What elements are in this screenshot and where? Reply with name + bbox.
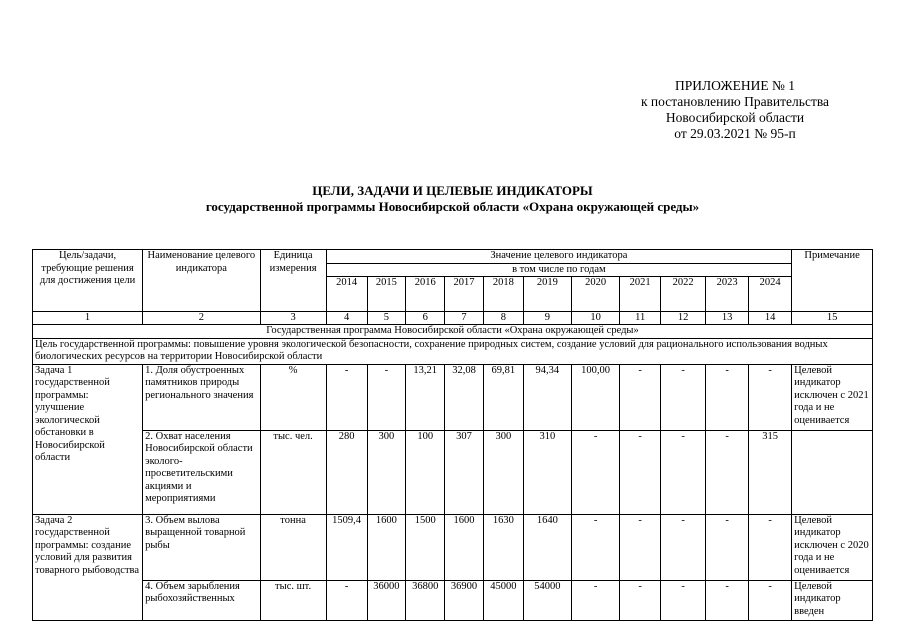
task-2: Задача 2 государственной программы: создание условий для развития товарного рыбоводства xyxy=(33,514,143,620)
indicator-value: - xyxy=(620,430,661,514)
column-number: 7 xyxy=(445,312,484,325)
indicator-value: - xyxy=(661,514,706,580)
indicator-value: 36900 xyxy=(445,580,484,620)
header-year: 2016 xyxy=(406,277,445,312)
indicator-unit: тыс. чел. xyxy=(260,430,326,514)
column-number: 10 xyxy=(571,312,619,325)
column-number: 12 xyxy=(661,312,706,325)
indicator-unit: тонна xyxy=(260,514,326,580)
indicator-value: 1600 xyxy=(367,514,406,580)
column-number: 15 xyxy=(792,312,873,325)
indicator-value: 36800 xyxy=(406,580,445,620)
column-number: 8 xyxy=(483,312,523,325)
indicator-value: 13,21 xyxy=(406,364,445,430)
indicator-value: - xyxy=(661,430,706,514)
indicator-name: 1. Доля обустроенных памятников природы регионального значения xyxy=(143,364,260,430)
indicator-value: 94,34 xyxy=(523,364,571,430)
indicator-name: 2. Охват населения Новосибирской области эколого-просветительскими акциями и мероприятиями xyxy=(143,430,260,514)
indicator-value: - xyxy=(326,364,367,430)
indicator-value: 280 xyxy=(326,430,367,514)
column-number: 6 xyxy=(406,312,445,325)
indicator-value: - xyxy=(661,580,706,620)
indicator-value: 100 xyxy=(406,430,445,514)
indicator-value: - xyxy=(661,364,706,430)
indicator-value: - xyxy=(706,514,749,580)
indicator-value: 54000 xyxy=(523,580,571,620)
header-year: 2024 xyxy=(749,277,792,312)
header-unit: Единица измерения xyxy=(260,250,326,312)
header-note: Примечание xyxy=(792,250,873,312)
title-line-1: ЦЕЛИ, ЗАДАЧИ И ЦЕЛЕВЫЕ ИНДИКАТОРЫ xyxy=(312,183,593,198)
indicator-value: 45000 xyxy=(483,580,523,620)
indicator-value: - xyxy=(706,364,749,430)
indicator-value: - xyxy=(620,580,661,620)
indicator-value: - xyxy=(706,580,749,620)
indicator-value: 69,81 xyxy=(483,364,523,430)
indicator-value: 300 xyxy=(367,430,406,514)
header-year: 2014 xyxy=(326,277,367,312)
indicator-value: 32,08 xyxy=(445,364,484,430)
title-line-2: государственной программы Новосибирской области «Охрана окружающей среды» xyxy=(205,199,700,214)
indicator-value: - xyxy=(620,364,661,430)
header-indicator: Наименование целевого индикатора xyxy=(143,250,260,312)
indicator-value: 300 xyxy=(483,430,523,514)
indicator-value: 1640 xyxy=(523,514,571,580)
indicator-value: 310 xyxy=(523,430,571,514)
indicator-note xyxy=(792,430,873,514)
column-number: 2 xyxy=(143,312,260,325)
indicator-value: - xyxy=(367,364,406,430)
column-number: 9 xyxy=(523,312,571,325)
indicator-value: - xyxy=(706,430,749,514)
header-year: 2022 xyxy=(661,277,706,312)
column-number: 5 xyxy=(367,312,406,325)
indicator-value: - xyxy=(749,580,792,620)
header-year: 2020 xyxy=(571,277,619,312)
indicator-value: 315 xyxy=(749,430,792,514)
column-number: 3 xyxy=(260,312,326,325)
column-number: 1 xyxy=(33,312,143,325)
appendix-title: ПРИЛОЖЕНИЕ № 1 xyxy=(674,78,796,93)
indicator-value: 100,00 xyxy=(571,364,619,430)
header-goal: Цель/задачи, требующие решения для достижения цели xyxy=(33,250,143,312)
header-year: 2015 xyxy=(367,277,406,312)
indicator-name: 3. Объем вылова выращенной товарной рыбы xyxy=(143,514,260,580)
appendix-date: от 29.03.2021 № 95-п xyxy=(674,126,796,141)
indicator-value: 1500 xyxy=(406,514,445,580)
indicator-note: Целевой индикатор введен xyxy=(792,580,873,620)
header-year: 2019 xyxy=(523,277,571,312)
indicator-name: 4. Объем зарыбления рыбохозяйственных xyxy=(143,580,260,620)
task-1: Задача 1 государственной программы: улучшение экологической обстановки в Новосибирской области xyxy=(33,364,143,514)
header-year: 2017 xyxy=(445,277,484,312)
column-number: 11 xyxy=(620,312,661,325)
indicator-value: 36000 xyxy=(367,580,406,620)
document-title xyxy=(0,183,905,215)
appendix-region: Новосибирской области xyxy=(665,110,805,125)
goals-table xyxy=(32,249,873,621)
indicator-note: Целевой индикатор исключен с 2020 года и не оценивается xyxy=(792,514,873,580)
indicator-value: - xyxy=(571,580,619,620)
indicator-value: - xyxy=(749,364,792,430)
indicator-value: - xyxy=(620,514,661,580)
header-year: 2021 xyxy=(620,277,661,312)
indicator-value: - xyxy=(571,514,619,580)
indicator-value: 1600 xyxy=(445,514,484,580)
column-number: 14 xyxy=(749,312,792,325)
indicator-unit: тыс. шт. xyxy=(260,580,326,620)
column-number: 13 xyxy=(706,312,749,325)
header-year: 2023 xyxy=(706,277,749,312)
indicator-value: 1630 xyxy=(483,514,523,580)
header-value: Значение целевого индикатора xyxy=(326,250,792,264)
indicator-value: 307 xyxy=(445,430,484,514)
indicator-value: - xyxy=(571,430,619,514)
header-year: 2018 xyxy=(483,277,523,312)
indicator-value: 1509,4 xyxy=(326,514,367,580)
appendix-block xyxy=(600,78,870,142)
indicator-unit: % xyxy=(260,364,326,430)
indicator-note: Целевой индикатор исключен с 2021 года и не оценивается xyxy=(792,364,873,430)
indicator-value: - xyxy=(749,514,792,580)
goal-row: Цель государственной программы: повышение уровня экологической безопасности, сохранение природных систем, создание условий для рационального использования водных биологических ресурсов на территории Новосибирской области xyxy=(33,338,873,364)
indicator-value: - xyxy=(326,580,367,620)
appendix-resolution: к постановлению Правительства xyxy=(640,94,830,109)
header-by-year: в том числе по годам xyxy=(326,263,792,277)
column-number: 4 xyxy=(326,312,367,325)
program-row: Государственная программа Новосибирской области «Охрана окружающей среды» xyxy=(33,325,873,339)
